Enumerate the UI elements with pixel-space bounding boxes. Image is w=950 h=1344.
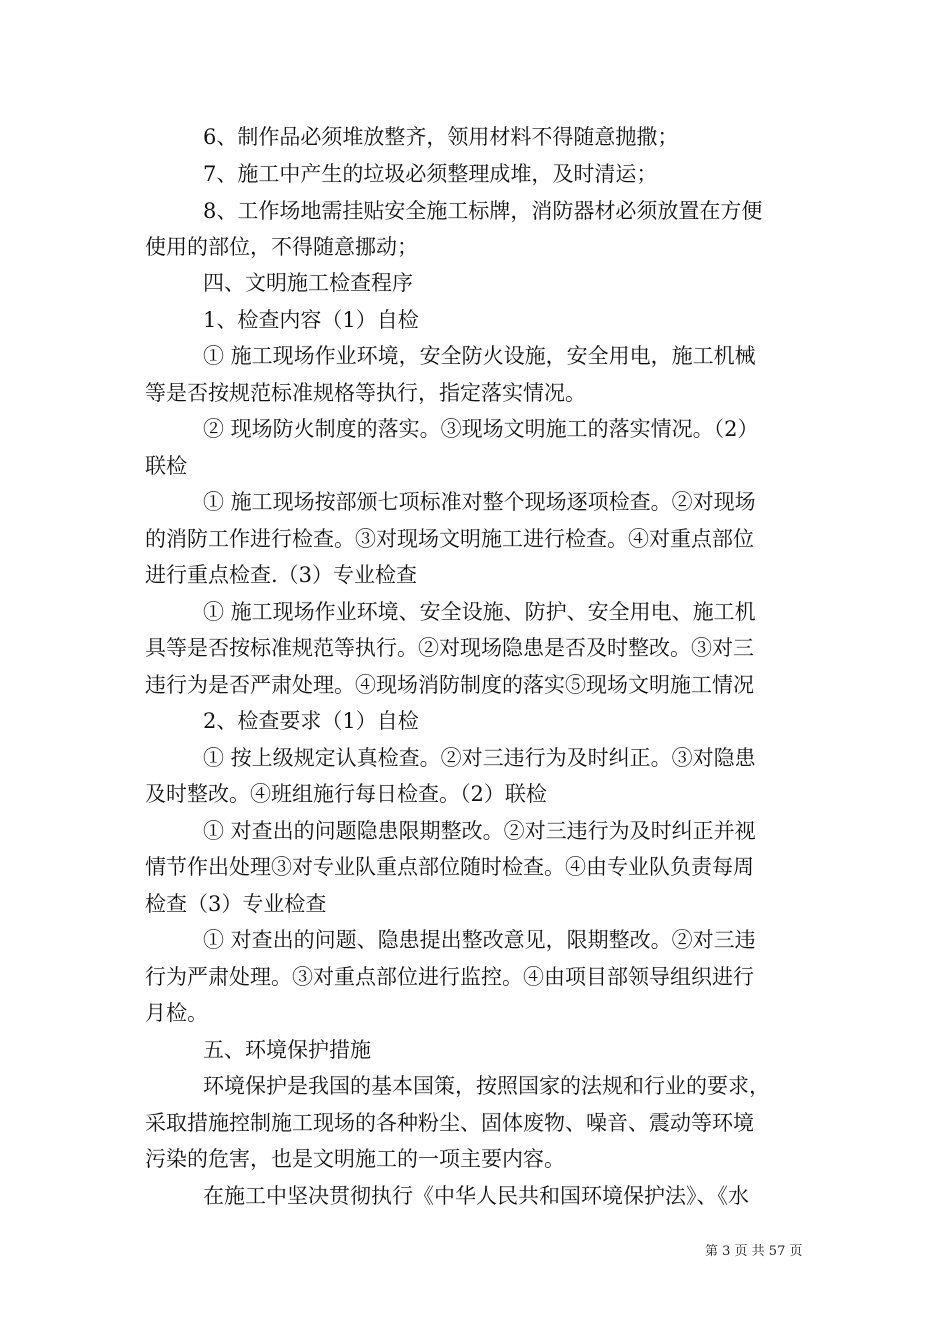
subsection-heading: 2、检查要求（1）自检: [203, 709, 419, 733]
text-line: 7、施工中产生的垃圾必须整理成堆，及时清运；: [203, 162, 658, 186]
text-line: ① 按上级规定认真检查。②对三违行为及时纠正。③对隐患: [203, 746, 756, 770]
page-number-footer: 第 3 页 共 57 页: [705, 1244, 803, 1259]
text-line: 6、制作品必须堆放整齐，领用材料不得随意抛撒；: [203, 125, 679, 149]
text-line: ① 对查出的问题隐患限期整改。②对三违行为及时纠正并视: [203, 819, 756, 843]
text-line: 及时整改。④班组施行每日检查。（2）联检: [145, 782, 547, 806]
text-line: 在施工中坚决贯彻执行《中华人民共和国环境保护法》、《水: [203, 1184, 749, 1208]
section-heading: 四、文明施工检查程序: [203, 271, 413, 295]
subsection-heading: 1、检查内容（1）自检: [203, 308, 419, 332]
text-line: 8、工作场地需挂贴安全施工标牌，消防器材必须放置在方便: [203, 199, 763, 223]
text-line: ① 施工现场作业环境、安全设施、防护、安全用电、施工机: [203, 600, 756, 624]
text-line: 污染的危害，也是文明施工的一项主要内容。: [145, 1147, 565, 1171]
text-line: ① 对查出的问题、隐患提出整改意见，限期整改。②对三违: [203, 928, 756, 952]
text-line: 检查（3）专业检查: [145, 892, 327, 916]
text-line: 联检: [145, 454, 187, 478]
text-line: 环境保护是我国的基本国策，按照国家的法规和行业的要求，: [203, 1074, 770, 1098]
text-line: 采取措施控制施工现场的各种粉尘、固体废物、噪音、震动等环境: [145, 1111, 754, 1135]
text-line: 的消防工作进行检查。③对现场文明施工进行检查。④对重点部位: [145, 527, 754, 551]
text-line: 具等是否按标准规范等执行。②对现场隐患是否及时整改。③对三: [145, 636, 754, 660]
text-line: 情节作出处理③对专业队重点部位随时检查。④由专业队负责每周: [145, 855, 754, 879]
text-line: 违行为是否严肃处理。④现场消防制度的落实⑤现场文明施工情况: [145, 673, 754, 697]
text-line: 进行重点检查.（3）专业检查: [145, 563, 418, 587]
text-line: 等是否按规范标准规格等执行，指定落实情况。: [145, 381, 586, 405]
text-line: 使用的部位，不得随意挪动；: [145, 235, 418, 259]
text-line: 行为严肃处理。③对重点部位进行监控。④由项目部领导组织进行: [145, 965, 754, 989]
text-line: ② 现场防火制度的落实。③现场文明施工的落实情况。（2）: [203, 417, 759, 441]
text-line: ① 施工现场作业环境，安全防火设施，安全用电，施工机械: [203, 344, 756, 368]
text-line: ① 施工现场按部颁七项标准对整个现场逐项检查。②对现场: [203, 490, 756, 514]
section-heading: 五、环境保护措施: [203, 1038, 371, 1062]
text-line: 月检。: [145, 1001, 208, 1025]
